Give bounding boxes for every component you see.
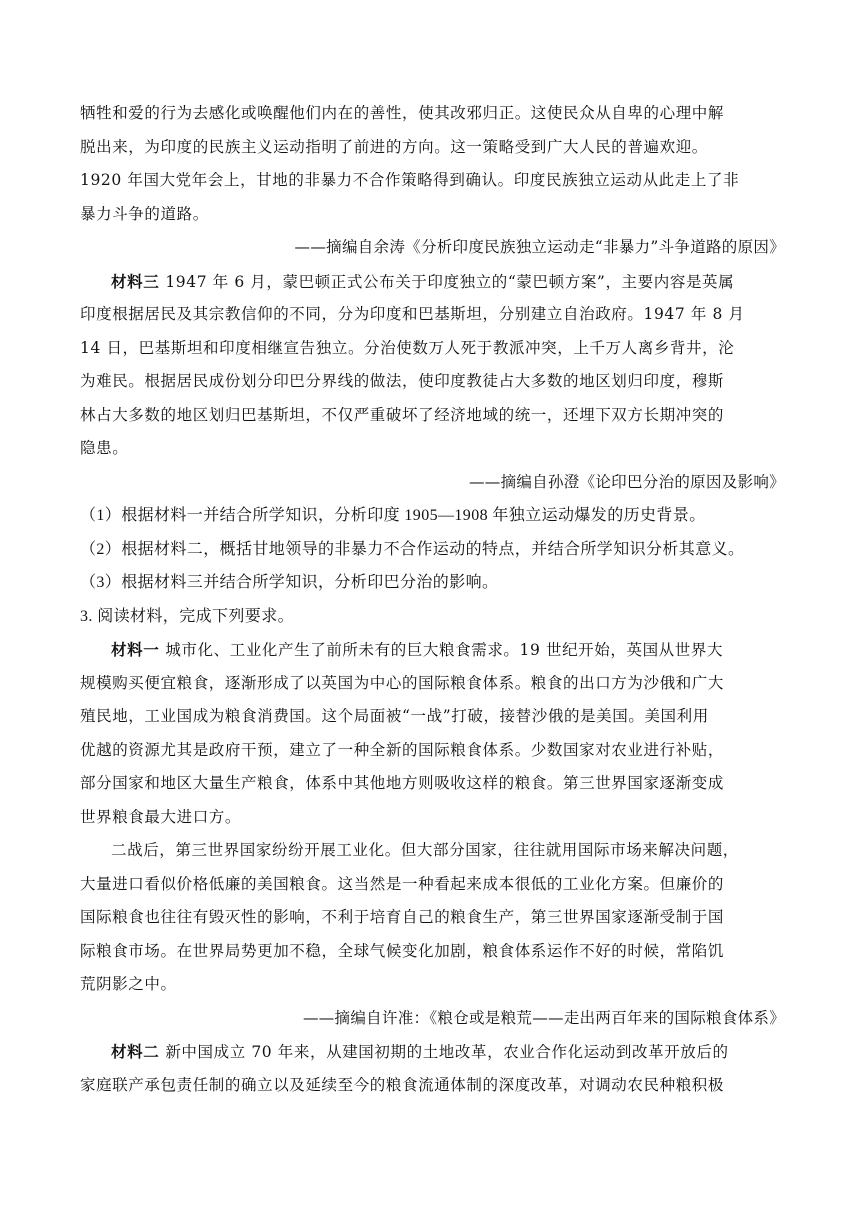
- source-citation: ——摘编自余涛《分析印度民族独立运动走“非暴力”斗争道路的原因》: [294, 238, 785, 256]
- material-label: 材料三: [111, 271, 160, 291]
- text-line: 规模购买便宜粮食，逐渐形成了以英国为中心的国际粮食体系。粮食的出口方为沙俄和广大: [80, 673, 725, 692]
- text-line: 隐患。: [80, 439, 129, 457]
- text-line: 部分国家和地区大量生产粮食，体系中其他地方则吸收这样的粮食。第三世界国家逐渐变成: [80, 774, 725, 792]
- material-two-first-line: [80, 1035, 785, 1069]
- text-line: 世界粮食最大进口方。: [80, 807, 242, 826]
- text-line: 殖民地，工业国成为粮食消费国。这个局面被“一战”打破，接替沙俄的是美国。美国利用: [80, 707, 709, 725]
- document-page: [80, 97, 785, 1102]
- text-line: 国际粮食也往往有毁灭性的影响，不利于培育自己的粮食生产，第三世界国家逐渐受制于国: [80, 908, 725, 926]
- material-one-first-line: [80, 633, 785, 667]
- text-line: 印度根据居民及其宗教信仰的不同，分为印度和巴基斯坦，分别建立自治政府。1947 年 8 月: [80, 305, 745, 323]
- text-line: 林占大多数的地区划归巴基斯坦，不仅严重破坏了经济地域的统一，还埋下双方长期冲突的: [80, 405, 725, 424]
- text-line: 优越的资源尤其是政府干预，建立了一种全新的国际粮食体系。少数国家对农业进行补贴，: [80, 740, 725, 759]
- material-three-first-line: [80, 265, 785, 299]
- source-citation: ——摘编自许准：《粮仓或是粮荒——走出两百年来的国际粮食体系》: [302, 1008, 785, 1027]
- question-item: （3）根据材料三并结合所学知识，分析印巴分治的影响。: [80, 574, 499, 591]
- text-line: 1947 年 6 月，蒙巴顿正式公布关于印度独立的“蒙巴顿方案”，主要内容是英属: [165, 272, 735, 291]
- text-line: 荒阴影之中。: [80, 975, 177, 993]
- text-line: 为难民。根据居民成份划分印巴分界线的做法，使印度教徒占大多数的地区划归印度，穆斯: [80, 372, 725, 390]
- question-item: （1）根据材料一并结合所学知识，分析印度 1905—1908 年独立运动爆发的历史背景。: [80, 507, 706, 524]
- text-line: 际粮食市场。在世界局势更加不稳，全球气候变化加剧，粮食体系运作不好的时候，常陷饥: [80, 941, 725, 960]
- text-line: 暴力斗争的道路。: [80, 204, 209, 223]
- text-line: 脱出来，为印度的民族主义运动指明了前进的方向。这一策略受到广大人民的普遍欢迎。: [80, 137, 708, 156]
- source-citation: ——摘编自孙澄《论印巴分治的原因及影响》: [468, 472, 785, 491]
- question-heading: 3. 阅读材料，完成下列要求。: [80, 607, 295, 625]
- text-line: 大量进口看似价格低廉的美国粮食。这当然是一种看起来成本很低的工业化方案。但廉价的: [80, 874, 725, 893]
- text-line: 1920 年国大党年会上，甘地的非暴力不合作策略得到确认。印度民族独立运动从此走上了非: [80, 171, 740, 189]
- question-item: （2）根据材料二，概括甘地领导的非暴力不合作运动的特点，并结合所学知识分析其意义。: [80, 540, 745, 558]
- text-line: 新中国成立 70 年来，从建国初期的土地改革，农业合作化运动到改革开放后的: [165, 1043, 729, 1061]
- text-line: 牺牲和爱的行为去感化或唤醒他们内在的善性，使其改邪归正。这使民众从自卑的心理中解: [80, 104, 725, 122]
- material-label: 材料二: [111, 1042, 160, 1061]
- text-line: 14 日，巴基斯坦和印度相继宣告独立。分治使数万人死于教派冲突，上千万人离乡背井，沦: [80, 338, 735, 357]
- material-label: 材料一: [111, 640, 160, 659]
- text-line: 二战后，第三世界国家纷纷开展工业化。但大部分国家，往往就用国际市场来解决问题，: [111, 841, 739, 859]
- text-line: 城市化、工业化产生了前所未有的巨大粮食需求。19 世纪开始，英国从世界大: [165, 641, 724, 659]
- text-line: 家庭联产承包责任制的确立以及延续至今的粮食流通体制的深度改革，对调动农民种粮积极: [80, 1075, 725, 1094]
